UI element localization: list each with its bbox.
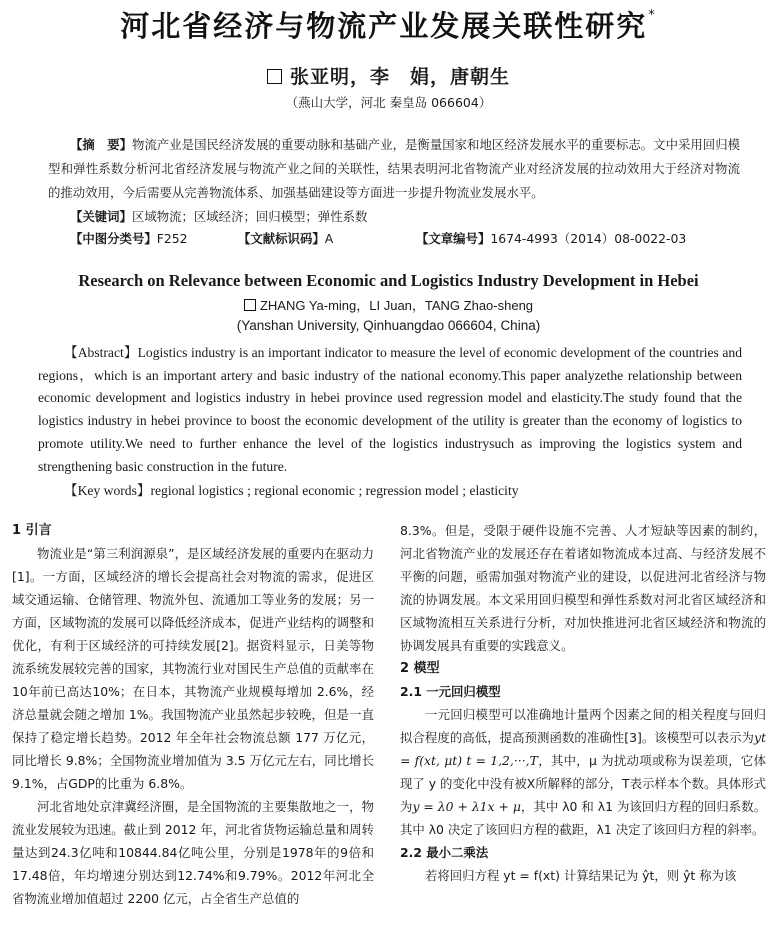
english-title: Research on Relevance between Economic and Logistics Industry Development in Hebei — [78, 271, 699, 290]
abstract-label: 【摘 要】 — [70, 137, 133, 152]
body-column-left — [12, 519, 374, 910]
body-paragraph: 河北省地处京津冀经济圈，是全国物流的主要集散地之一，物流业发展较为迅速。截止到 2012 年，河北省货物运输总量和周转量达到24.3亿吨和10844.84亿吨公里，分别是1978年的9倍和17.48倍，年均增速分别达到12.74%和9.79%。2012年河北全省物流业增加值超过 2200 亿元，占全省生产总值的 — [12, 799, 374, 906]
keywords-label: 【关键词】 — [70, 209, 132, 224]
body-paragraph: 若将回归方程 yt = f(xt) 计算结果记为 ŷt，则 ŷt 称为该 — [425, 868, 737, 883]
abstract-paragraph — [48, 133, 740, 205]
article-number: 【文章编号】1674-4993（2014）08-0022-03 — [416, 231, 687, 246]
chinese-abstract — [48, 133, 740, 229]
author-line — [0, 62, 777, 89]
english-keywords: 【Key words】regional logistics ; regional economic ; regression model ; elasticity — [64, 483, 519, 499]
english-authors: ZHANG Ya-ming，LI Juan，TANG Zhao-sheng — [0, 295, 777, 314]
body-paragraph-continued: 8.3%。但是，受限于硬件设施不完善、人才短缺等因素的制约，河北省物流产业的发展还存在着诸如物流成本过高、与经济发展不平衡的问题，亟需加强对物流产业的建设，以促进河北省经济与物流的协调发展。本文采用回归模型和弹性系数对河北省区域经济和区域物流相互关系进行分析，对加快推进河北省区域经济和物流的协调发展具有重要的实践意义。 — [400, 523, 766, 653]
section-heading-introduction: 1 引言 — [12, 523, 52, 538]
english-abstract-paragraph: 【Abstract】Logistics industry is an important indicator to measure the level of economic development of the countries and regions，which is an important artery and basic industry of the national economy.This paper analyzethe relationship between economic development and logistics industry in hebei province used regression model and elasticity.The study found that the logistics industry in hebei province to boost the economic development of the utility is greater than the economy of logistics to promote utility.We need to further enhance the level of the logistics industrysuch as improving the logistics system and strengthening basic construction in the future. — [38, 345, 742, 474]
body-column-right — [400, 519, 766, 887]
title-footnote-mark: * — [648, 8, 657, 24]
subsection-heading-regression: 2.1 一元回归模型 — [400, 684, 501, 699]
linear-formula: y = λ0 + λ1x + μ — [412, 799, 521, 814]
authors: 张亚明，李 娟，唐朝生 — [289, 66, 510, 88]
affiliation: （燕山大学，河北 秦皇岛 066604） — [285, 95, 492, 110]
keywords-text: 区域物流；区域经济；回归模型；弹性系数 — [131, 209, 368, 224]
square-bullet-icon — [267, 69, 282, 84]
abstract-text: 物流产业是国民经济发展的重要动脉和基础产业，是衡量国家和地区经济发展水平的重要标志。文中采用回归模型和弹性系数分析河北省经济发展与物流产业之间的关联性，结果表明河北省物流产业对经济发展的拉动效用大于经济对物流的推动效用，今后需要从完善物流体系、加强基础建设等方面进一步提升物流业发展水平。 — [48, 137, 741, 200]
subsection-heading-least-squares: 2.2 最小二乘法 — [400, 845, 489, 860]
square-bullet-icon — [244, 299, 256, 311]
document-code: 【文献标识码】A — [238, 231, 334, 246]
keywords-line — [48, 205, 740, 229]
section-heading-model: 2 模型 — [400, 661, 440, 676]
body-paragraph: 物流业是“第三利润源泉”，是区域经济发展的重要内在驱动力[1]。一方面，区域经济的增长会提高社会对物流的需求，促进区域交通运输、仓储管理、物流外包、流通加工等业务的发展；另一方面，区域物流的发展可以降低经济成本，促进产业结构的调整和优化，有利于区域经济的可持续发展[2]。据资料显示，日美等物流系统发展较完善的国家，其物流行业对国民生产总值的贡献率在10年前已高达10%；在日本，其物流产业规模每增加 2.6%，经济总量就会随之增加 1%。我国物流产业虽然起步较晚，但是一直保持了稳定增长趋势。2012 年全年社会物流总额 177 万亿元，同比增长 9.8%；全国物流业增加值为 3.5 万亿元左右，同比增长 9.1%，占GDP的比重为 6.8%。 — [12, 546, 374, 791]
english-affiliation: (Yanshan University, Qinhuangdao 066604, China) — [236, 318, 541, 333]
regression-formula: yt = f(xt, μt) t = 1,2,···,T — [400, 730, 766, 768]
paper-title: 河北省经济与物流产业发展关联性研究* — [120, 8, 657, 43]
clc-number: 【中图分类号】F252 — [70, 231, 188, 246]
body-paragraph: 一元回归模型可以准确地计量两个因素之间的相关程度与回归拟合程度的高低，提高预测函数的准确性[3]。该模型可以表示为yt = f(xt, μt) t = 1,2,···,T，其中，μ 为扰动项或称为误差项，它体现了 y 的变化中没有被X所解释的部分，T表示样本个数。具体形式为y = λ0 + λ1x + μ，其中 λ0 和 λ1 为该回归方程的回归系数。其中 λ0 决定了该回归方程的截距，λ1 决定了该回归方程的斜率。 — [400, 707, 767, 837]
english-abstract — [38, 342, 742, 503]
